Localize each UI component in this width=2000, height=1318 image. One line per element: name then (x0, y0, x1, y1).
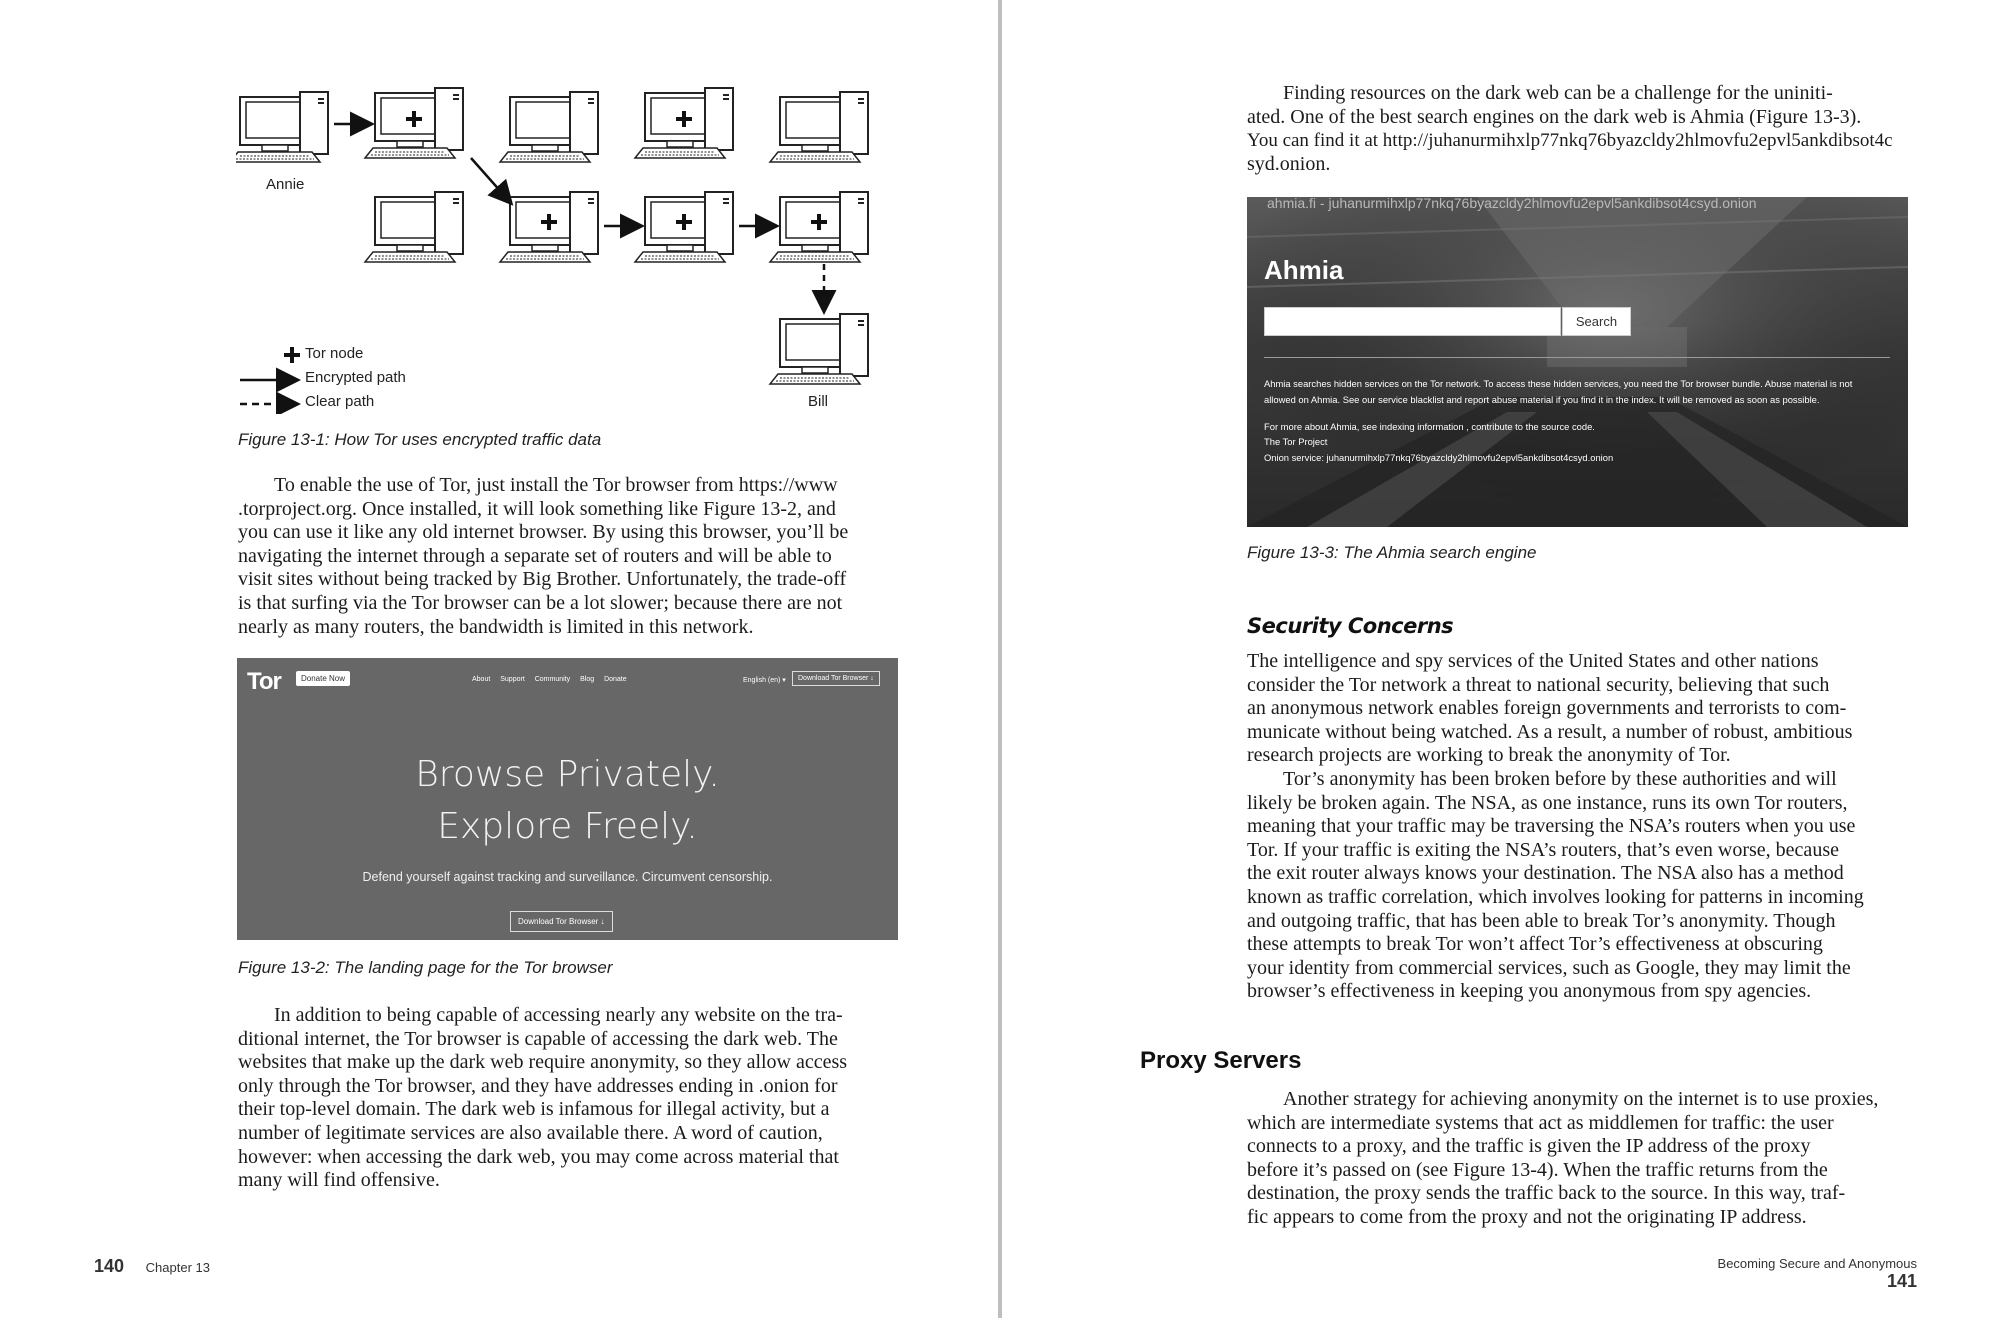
top-computer-5 (770, 92, 868, 162)
text-line: browser’s effectiveness in keeping you anonymous from spy agencies. (1247, 980, 1812, 1003)
annie-computer (236, 92, 328, 162)
proxy-servers-heading: Proxy Servers (1140, 1047, 1302, 1074)
text-line: In addition to being capable of accessing nearly any website on the tra- (274, 1004, 843, 1026)
text-line: their top-level domain. The dark web is infamous for illegal activity, but a (238, 1098, 830, 1121)
tor-routing-diagram (236, 84, 876, 414)
chapter-label: Chapter 13 (145, 1260, 210, 1275)
right-paragraph-1 (1247, 82, 1909, 176)
ahmia-text-line: The Tor Project (1264, 436, 1328, 447)
text-line: your identity from commercial services, such as Google, they may limit the (1247, 956, 1851, 979)
text-line: navigating the internet through a separate set of routers and will be able to (238, 544, 832, 567)
text-line: nearly as many routers, the bandwidth is limited in this network. (238, 615, 754, 638)
page-number-right: 141 (1886, 1271, 1917, 1291)
text-line: Another strategy for achieving anonymity on the internet is to use proxies, (1283, 1088, 1879, 1110)
ahmia-text-line: allowed on Ahmia. See our service blacklist and report abuse material if you find it in the index. It will be removed as soon as possible. (1264, 394, 1820, 405)
text-line: however: when accessing the dark web, you may come across material that (238, 1145, 839, 1168)
proxy-paragraph (1247, 1088, 1909, 1230)
ahmia-screenshot (1247, 197, 1908, 527)
text-line: the exit router always knows your destination. The NSA also has a method (1247, 862, 1844, 885)
top-computer-3 (500, 92, 598, 162)
headline-line-1: Browse Privately. (415, 754, 720, 795)
ahmia-search-input (1264, 307, 1561, 336)
text-line: Tor. If your traffic is exiting the NSA’s routers, that’s even worse, because (1247, 838, 1839, 861)
nav-blog: Blog (580, 676, 595, 683)
left-footer (94, 1256, 210, 1277)
text-line: connects to a proxy, and the traffic is given the IP address of the proxy (1247, 1135, 1811, 1158)
left-paragraph-1 (238, 474, 900, 639)
bill-label: Bill (808, 393, 829, 410)
section-label: Becoming Secure and Anonymous (1717, 1256, 1917, 1271)
legend-clear-path: Clear path (305, 393, 375, 410)
download-tor-browser-main-button: Download Tor Browser ↓ (510, 911, 613, 932)
text-line: an anonymous network enables foreign governments and terrorists to com- (1247, 697, 1847, 720)
text-line: municate without being watched. As a result, a number of robust, ambitious (1247, 720, 1853, 743)
right-footer (1677, 1256, 1917, 1292)
security-paragraph-2 (1247, 768, 1909, 1004)
tor-browser-screenshot (237, 658, 898, 940)
text-line: ated. One of the best search engines on the dark web is Ahmia (Figure 13-3). (1247, 105, 1862, 128)
ahmia-text-line: Onion service: juhanurmihxlp77nkq76byazcldy2hlmovfu2epvl5ankdibsot4csyd.onion (1264, 452, 1614, 463)
left-paragraph-2 (238, 1004, 900, 1193)
left-page (0, 0, 998, 1318)
text-line: meaning that your traffic may be traversing the NSA’s routers when you use (1247, 815, 1856, 838)
headline-line-2: Explore Freely. (437, 806, 698, 847)
annie-label: Annie (266, 176, 305, 193)
text-line: many will find offensive. (238, 1169, 440, 1192)
text-line: number of legitimate services are also available there. A word of caution, (238, 1121, 823, 1144)
nav-community: Community (534, 676, 571, 683)
legend-encrypted-path: Encrypted path (305, 369, 406, 386)
text-line: these attempts to break Tor won’t affect Tor’s effectiveness at obscuring (1247, 933, 1823, 956)
text-line: likely be broken again. The NSA, as one instance, runs its own Tor routers, (1247, 791, 1848, 814)
tor-logo: Tor (247, 668, 281, 695)
text-line: you can use it like any old internet browser. By using this browser, you’ll be (238, 521, 849, 544)
nav-donate: Donate (604, 676, 627, 683)
nav-about: About (472, 676, 491, 683)
legend-tor-node: Tor node (305, 345, 364, 362)
text-line: Finding resources on the dark web can be a challenge for the uniniti- (1283, 82, 1833, 104)
security-concerns-heading: Security Concerns (1247, 614, 1454, 638)
donate-now-button: Donate Now (296, 671, 350, 686)
tor-subline: Defend yourself against tracking and surveillance. Circumvent censorship. (362, 870, 773, 884)
bill-computer (770, 314, 868, 384)
ahmia-text-line: Ahmia searches hidden services on the Tor network. To access these hidden services, you need the Tor browser bundle. Abuse material is not (1264, 378, 1853, 389)
text-line: Tor’s anonymity has been broken before by these authorities and will (1283, 768, 1837, 790)
page-number-left: 140 (94, 1256, 125, 1276)
text-line: The intelligence and spy services of the United States and other nations (1247, 650, 1819, 672)
figure-13-2-caption: Figure 13-2: The landing page for the Tor browser (238, 958, 613, 977)
middle-computer-1 (365, 192, 463, 262)
security-paragraph-1 (1247, 650, 1909, 768)
text-line: You can find it at http://juhanurmihxlp77nkq76byazcldy2hlmovfu2epvl5ankdibsot4c (1247, 130, 1893, 152)
text-line: before it’s passed on (see Figure 13-4). When the traffic returns from the (1247, 1158, 1828, 1181)
text-line: visit sites without being tracked by Big Brother. Unfortunately, the trade-off (238, 568, 847, 591)
text-line: .torproject.org. Once installed, it will look something like Figure 13-2, and (238, 497, 836, 520)
text-line: is that surfing via the Tor browser can be a lot slower; because there are not (238, 591, 843, 614)
text-line: fic appears to come from the proxy and not the originating IP address. (1247, 1205, 1807, 1228)
station-background-image (1247, 197, 1908, 527)
text-line: which are intermediate systems that act as middlemen for traffic: the user (1247, 1111, 1834, 1134)
ahmia-title-bar: ahmia.fi - juhanurmihxlp77nkq76byazcldy2hlmovfu2epvl5ankdibsot4csyd.onion (1267, 197, 1757, 211)
text-line: ditional internet, the Tor browser is capable of accessing the dark web. The (238, 1027, 838, 1050)
ahmia-search-button: Search (1562, 307, 1631, 336)
text-line: To enable the use of Tor, just install the Tor browser from https://www (274, 474, 838, 496)
text-line: destination, the proxy sends the traffic back to the source. In this way, traf- (1247, 1182, 1846, 1205)
text-line: websites that make up the dark web require anonymity, so they allow access (238, 1051, 848, 1074)
text-line: only through the Tor browser, and they have addresses ending in .onion for (238, 1074, 838, 1097)
text-line: known as traffic correlation, which involves looking for patterns in incoming (1247, 885, 1864, 908)
ahmia-logo: Ahmia (1264, 255, 1344, 285)
ahmia-divider (1264, 357, 1890, 358)
nav-support: Support (500, 676, 525, 683)
figure-13-3-caption: Figure 13-3: The Ahmia search engine (1247, 543, 1537, 562)
text-line: and outgoing traffic, that has been able to break Tor’s anonymity. Though (1247, 909, 1836, 932)
download-tor-browser-top-button: Download Tor Browser ↓ (792, 671, 880, 686)
text-line: consider the Tor network a threat to national security, believing that such (1247, 673, 1830, 696)
text-line: syd.onion. (1247, 152, 1331, 175)
language-select: English (en) ▾ (743, 677, 786, 684)
figure-13-1-caption: Figure 13-1: How Tor uses encrypted traffic data (238, 430, 602, 449)
right-page (1002, 0, 2000, 1318)
text-line: research projects are working to break the anonymity of Tor. (1247, 744, 1731, 767)
ahmia-text-line: For more about Ahmia, see indexing information , contribute to the source code. (1264, 421, 1595, 432)
tor-nav (472, 676, 635, 683)
